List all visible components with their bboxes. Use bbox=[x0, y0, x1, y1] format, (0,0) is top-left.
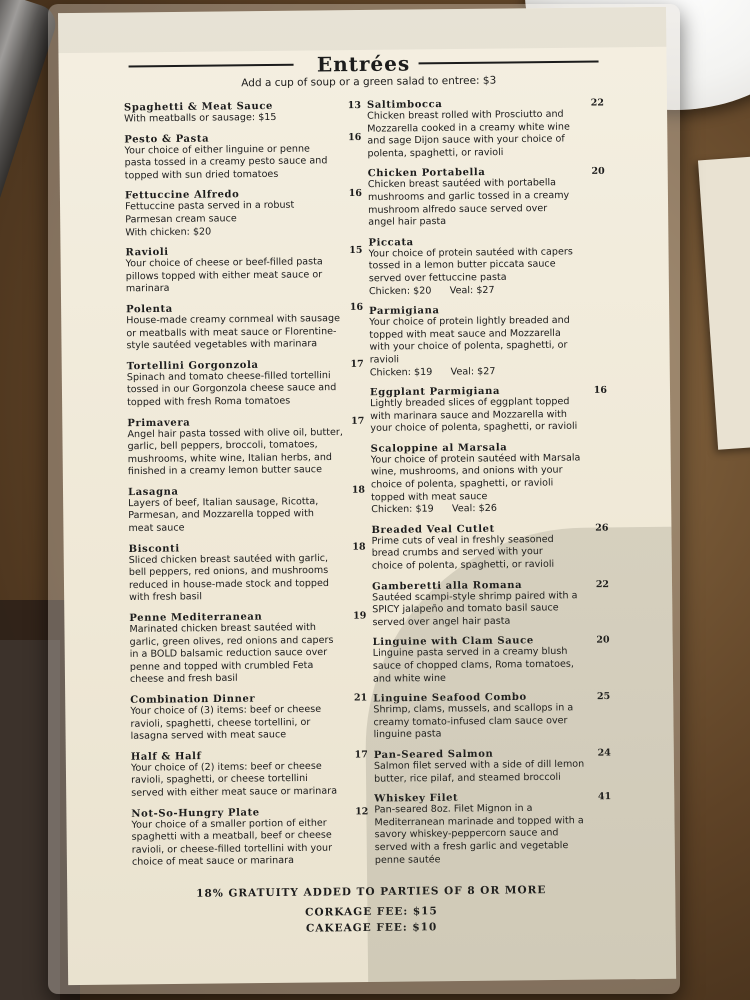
menu-item-description: Your choice of either linguine or penne bbox=[124, 143, 310, 157]
menu-item-name: Chicken Portabella bbox=[367, 167, 486, 180]
menu-item-description: served with either meat sauce or marinara bbox=[131, 785, 338, 799]
menu-item-name: Tortellini Gorgonzola bbox=[126, 359, 259, 372]
menu-item-description: choice of polenta, spaghetti, or ravioli bbox=[370, 477, 554, 491]
menu-item-name: Breaded Veal Cutlet bbox=[371, 523, 495, 536]
menu-item-description: butter, rice pilaf, and steamed broccoli bbox=[373, 771, 561, 785]
menu-item-description: garlic, bell peppers, broccoli, tomatoes, bbox=[127, 439, 318, 453]
menu-item bbox=[131, 749, 376, 800]
menu-item bbox=[124, 131, 369, 182]
menu-item-description: served with a fresh garlic and vegetable bbox=[374, 840, 569, 854]
menu-item-description: served over angel hair pasta bbox=[372, 615, 511, 628]
menu-item-description: in a BOLD balsamic reduction sauce over bbox=[129, 647, 328, 661]
menu-item-price: 20 bbox=[596, 634, 610, 647]
menu-item-name: Linguine with Clam Sauce bbox=[372, 635, 534, 649]
menu-item-description: Lightly breaded slices of eggplant topped bbox=[370, 396, 570, 410]
menu-item-description: Shrimp, clams, mussels, and scallops in a bbox=[373, 702, 574, 716]
menu-item-name: Piccata bbox=[368, 236, 414, 249]
menu-item-description: mushrooms and garlic tossed in a creamy bbox=[367, 189, 570, 203]
menu-item-description: and sage Dijon sauce with your choice of bbox=[367, 133, 565, 147]
menu-item-description: linguine pasta bbox=[373, 728, 442, 741]
menu-item-description: mushrooms, white wine, Italian herbs, and bbox=[127, 451, 333, 465]
menu-item-name: Pan-Seared Salmon bbox=[373, 748, 494, 761]
menu-title: Entrées bbox=[316, 51, 411, 77]
menu-item-description: or meatballs with meat sauce or Florentine- bbox=[126, 325, 337, 339]
menu-item-name: Pesto & Pasta bbox=[124, 133, 210, 146]
menu-item-name: Not-So-Hungry Plate bbox=[131, 806, 260, 820]
corkage-fee: CORKAGE FEE: $15 bbox=[305, 905, 438, 919]
menu-item-description: penne and topped with crumbled Feta bbox=[129, 659, 314, 673]
menu-item-description: Marinated chicken breast sautéed with bbox=[129, 622, 317, 635]
menu-item-price: 16 bbox=[349, 301, 364, 313]
menu-item-description: Your choice of protein sautéed with Marsala bbox=[370, 452, 581, 466]
shadow-top bbox=[58, 7, 676, 54]
menu-item-description: Mediterranean marinade and topped with a bbox=[374, 814, 584, 829]
menu-item-description: creamy tomato-infused clam sauce over bbox=[373, 715, 568, 728]
menu-item bbox=[373, 635, 618, 686]
menu-item-description: your choice of polenta, spaghetti, or ravioli bbox=[370, 421, 578, 435]
menu-item-name: Primavera bbox=[127, 417, 191, 429]
menu-item-description: Your choice of protein sautéed with capers bbox=[368, 246, 573, 260]
menu-item-name: Bisconti bbox=[128, 543, 180, 555]
menu-item-description: penne sautée bbox=[374, 853, 441, 866]
menu-item-price: 12 bbox=[355, 805, 369, 817]
menu-item-description: choice of meat sauce or marinara bbox=[131, 855, 294, 869]
menu-item-description: savory whiskey-peppercorn sauce and bbox=[374, 827, 559, 841]
menu-item-description: and white wine bbox=[372, 672, 446, 685]
menu-item-description: with your choice of polenta, spaghetti, or bbox=[369, 339, 568, 353]
menu-item-price: 13 bbox=[347, 100, 362, 112]
menu-item-price: 21 bbox=[353, 692, 368, 704]
menu-item-description: Parmesan, and Mozzarella topped with bbox=[128, 508, 314, 522]
menu-item-description: with marinara sauce and Mozzarella with bbox=[370, 408, 568, 422]
menu-item bbox=[127, 358, 372, 409]
menu-item bbox=[127, 415, 373, 479]
menu-item-description: Your choice of protein lightly breaded and bbox=[369, 314, 570, 328]
menu-item-description: Layers of beef, Italian sausage, Ricotta, bbox=[128, 495, 319, 509]
menu-item bbox=[126, 302, 371, 353]
menu-item-name: Polenta bbox=[126, 303, 173, 316]
menu-item-description: sauce of chopped clams, Roma tomatoes, bbox=[372, 658, 574, 672]
menu-item-description: polenta, spaghetti, or ravioli bbox=[367, 146, 504, 160]
menu-item-description: topped with sun dried tomatoes bbox=[124, 168, 279, 182]
menu-item-description: topped with meat sauce and Mozzarella bbox=[369, 327, 561, 341]
menu-item-description: tossed in our Gorgonzola cheese sauce and bbox=[126, 382, 337, 396]
menu-item-description: Chicken breast rolled with Prosciutto and bbox=[367, 108, 564, 122]
menu-item-description: Angel hair pasta tossed with olive oil, butter, bbox=[127, 426, 343, 440]
menu-subtitle: Add a cup of soup or a green salad to entree: $3 bbox=[241, 74, 497, 90]
menu-item-description: ravioli, spaghetti, or cheese tortellini bbox=[130, 773, 308, 787]
menu-item-description: ravioli, spaghetti, cheese tortellini, or bbox=[130, 716, 311, 730]
menu-item-description: With chicken: $20 bbox=[125, 226, 212, 238]
menu-item-name: Saltimbocca bbox=[366, 99, 443, 111]
menu-item-price: 18 bbox=[352, 541, 366, 553]
menu-item-price: 16 bbox=[593, 384, 608, 396]
menu-item-description: Your choice of (2) items: beef or cheese bbox=[130, 760, 322, 774]
menu-item-price: 17 bbox=[354, 749, 368, 761]
menu-item-description: marinara bbox=[125, 283, 170, 295]
menu-item-description: House-made creamy cornmeal with sausage bbox=[126, 312, 341, 327]
menu-item-description: bread crumbs and served with your bbox=[371, 546, 543, 560]
menu-item-description: Mozzarella cooked in a creamy white wine bbox=[367, 121, 570, 135]
menu-item bbox=[129, 541, 375, 605]
menu-item-description: Linguine pasta served in a creamy blush bbox=[372, 646, 568, 660]
menu-item bbox=[368, 166, 614, 229]
right-column bbox=[367, 97, 620, 875]
left-column bbox=[124, 100, 377, 878]
menu-item-description: Your choice of a smaller portion of either bbox=[131, 817, 327, 831]
menu-item bbox=[129, 610, 375, 686]
menu-item-price: 19 bbox=[353, 610, 367, 622]
menu-item-description: Your choice of (3) items: beef or cheese bbox=[130, 703, 322, 717]
menu-item-description: Chicken: $19 Veal: $27 bbox=[369, 365, 496, 378]
menu-item-price: 18 bbox=[351, 484, 366, 496]
menu-item bbox=[124, 100, 369, 126]
menu-item-description: Spinach and tomato cheese-filled tortellini bbox=[126, 369, 331, 383]
menu-item-name: Whiskey Filet bbox=[374, 792, 459, 805]
menu-item-price: 22 bbox=[595, 578, 610, 590]
menu-item-description: Sliced chicken breast sautéed with garlic, bbox=[128, 552, 329, 566]
menu-item-name: Gamberetti alla Romana bbox=[371, 579, 523, 593]
menu-item-description: ravioli, or cheese-filled tortellini with your bbox=[131, 842, 333, 856]
menu-item-description: mushroom alfredo sauce served over bbox=[368, 202, 548, 216]
menu-item-price: 15 bbox=[349, 245, 363, 257]
gratuity-note: 18% GRATUITY ADDED TO PARTIES OF 8 OR MORE bbox=[196, 884, 547, 900]
menu-item-name: Ravioli bbox=[125, 247, 169, 259]
menu-item-description: served over fettuccine pasta bbox=[368, 271, 507, 285]
menu-item bbox=[370, 385, 615, 436]
menu-item-price: 20 bbox=[591, 166, 605, 178]
menu-item bbox=[128, 484, 373, 535]
menu-item-description: Chicken: $19 Veal: $26 bbox=[371, 503, 497, 516]
menu-item-price: 16 bbox=[348, 131, 362, 143]
menu-item bbox=[369, 304, 615, 380]
menu-item-description: Parmesan cream sauce bbox=[125, 213, 237, 226]
menu-item-description: topped with meat sauce bbox=[371, 490, 488, 503]
menu-item-description: Your choice of cheese or beef-filled pasta bbox=[125, 256, 323, 270]
menu-item bbox=[130, 692, 375, 743]
menu-item-description: Chicken breast sautéed with portabella bbox=[367, 177, 557, 191]
menu-item-description: spaghetti with a meatball, beef or cheese bbox=[131, 829, 332, 843]
menu-item-description: style sautéed vegetables with marinara bbox=[126, 338, 318, 352]
menu-item-description: lasagna served with meat sauce bbox=[130, 729, 287, 743]
menu-item-description: choice of polenta, spaghetti, or ravioli bbox=[371, 558, 555, 572]
menu-item-name: Fettuccine Alfredo bbox=[124, 189, 240, 202]
menu-item-name: Parmigiana bbox=[369, 305, 440, 318]
menu-item-description: pasta tossed in a creamy pesto sauce and bbox=[124, 155, 328, 169]
menu-item-name: Spaghetti & Meat Sauce bbox=[123, 100, 274, 114]
menu-item-price: 25 bbox=[596, 691, 611, 703]
menu-item-description: angel hair pasta bbox=[368, 216, 447, 228]
menu-item-price: 24 bbox=[597, 747, 611, 759]
menu-item-description: pillows topped with either meat sauce or bbox=[125, 269, 323, 283]
menu-item bbox=[131, 806, 377, 870]
menu-item-description: meat sauce bbox=[128, 522, 185, 535]
menu-item bbox=[367, 97, 613, 160]
menu-item-description: Fettuccine pasta served in a robust bbox=[124, 199, 295, 213]
menu-item-description: Salmon filet served with a side of dill lemon bbox=[373, 758, 585, 772]
menu-item-name: Penne Mediterranean bbox=[129, 611, 263, 624]
menu-item-description: cheese and fresh basil bbox=[129, 673, 238, 686]
menu-item-price: 26 bbox=[595, 522, 609, 534]
menu-item bbox=[371, 441, 617, 517]
menu-item-description: wine, mushrooms, and onions with your bbox=[370, 465, 563, 478]
menu-item bbox=[374, 791, 620, 867]
menu-item-description: bell peppers, red onions, and mushrooms bbox=[128, 565, 329, 579]
menu-item bbox=[371, 522, 616, 573]
menu-item-description: garlic, green olives, red onions and capers bbox=[129, 634, 334, 648]
menu-item-price: 41 bbox=[597, 791, 612, 803]
menu-item bbox=[373, 691, 618, 742]
menu-item-description: tossed in a lemon butter piccata sauce bbox=[368, 258, 556, 272]
menu-card bbox=[58, 7, 676, 985]
cakeage-fee: CAKEAGE FEE: $10 bbox=[305, 921, 438, 935]
menu-item-description: SPICY jalapeño and tomato basil sauce bbox=[372, 602, 559, 616]
menu-item-description: with fresh basil bbox=[129, 591, 203, 604]
menu-item bbox=[374, 747, 619, 785]
menu-item-description: reduced in house-made stock and topped bbox=[128, 577, 330, 591]
menu-item bbox=[125, 188, 370, 239]
menu-item-description: Pan-seared 8oz. Filet Mignon in a bbox=[374, 803, 533, 816]
menu-item-description: finished in a creamy lemon butter sauce bbox=[127, 464, 323, 478]
side-card bbox=[698, 156, 750, 449]
menu-item-name: Linguine Seafood Combo bbox=[373, 692, 527, 705]
menu-item-name: Lasagna bbox=[127, 486, 179, 498]
menu-item-name: Half & Half bbox=[130, 750, 202, 763]
menu-item bbox=[125, 245, 370, 296]
menu-item-description: ravioli bbox=[369, 354, 400, 366]
menu-item-description: Prime cuts of veal in freshly seasoned bbox=[371, 533, 554, 547]
menu-item-price: 22 bbox=[590, 97, 605, 109]
menu-item-description: Sautéed scampi-style shrimp paired with a bbox=[372, 589, 578, 603]
menu-item-name: Combination Dinner bbox=[130, 693, 256, 706]
menu-item-name: Eggplant Parmigiana bbox=[369, 386, 501, 399]
menu-item-price: 17 bbox=[351, 415, 365, 427]
menu-item bbox=[372, 579, 617, 630]
menu-item-name: Scaloppine al Marsala bbox=[370, 442, 508, 455]
menu-item bbox=[368, 235, 614, 298]
menu-item-description: With meatballs or sausage: $15 bbox=[124, 111, 277, 125]
menu-item-description: Chicken: $20 Veal: $27 bbox=[368, 284, 495, 297]
menu-item-price: 17 bbox=[350, 358, 364, 370]
menu-item-price: 16 bbox=[348, 188, 362, 200]
menu-item-description: topped with fresh Roma tomatoes bbox=[127, 395, 291, 409]
